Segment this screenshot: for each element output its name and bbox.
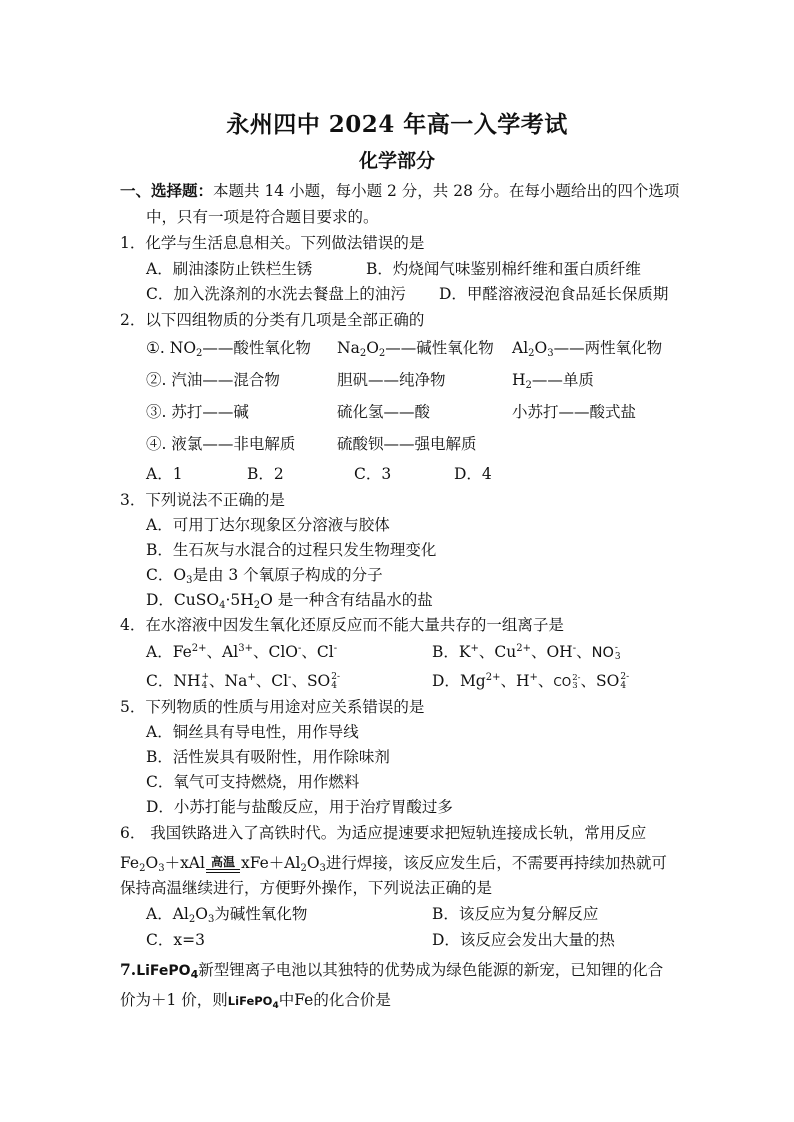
q2-row1-a: ①. $NO_2——$酸性氧化物 (146, 339, 311, 359)
q7-stem-1: 7.LiFePO$_4$新型锂离子电池以其独特的优势成为绿色能源的新宠，已知锂的化合 (120, 960, 664, 981)
q3-option-d: D．$CuSO_4\cdot 5H_2O$ 是一种含有结晶水的盐 (146, 591, 433, 611)
q2-row2-b: 胆矾——纯净物 (337, 371, 446, 389)
q2-row1-b: $Na_2O_2——$碱性氧化物 (337, 339, 494, 359)
q6-option-d: D．该反应会发出大量的热 (432, 931, 615, 949)
q4-stem: 4．在水溶液中因发生氧化还原反应而不能大量共存的一组离子是 (120, 616, 564, 634)
q1-option-c: C．加入洗涤剂的水洗去餐盘上的油污 (146, 285, 406, 303)
q2-row3-c: 小苏打——酸式盐 (512, 403, 637, 421)
q2-option-c: C．3 (354, 465, 392, 483)
q2-row2-a: ②. 汽油——混合物 (146, 371, 280, 389)
q2-option-b: B．2 (247, 465, 284, 483)
q2-row4-b: 硫酸钡——强电解质 (337, 435, 477, 453)
q6-option-c: C．x=3 (146, 931, 205, 949)
q3-option-c: C．$O_3$是由 3 个氧原子构成的分子 (146, 566, 383, 586)
q1-option-d: D．甲醛溶液浸泡食品延长保质期 (439, 285, 669, 303)
q2-stem: 2．以下四组物质的分类有几项是全部正确的 (120, 311, 425, 329)
q6-option-a: A．$Al_2O_3$为碱性氧化物 (146, 905, 308, 925)
q2-row1-c: $Al_2O_3——$两性氧化物 (512, 339, 663, 359)
page-title: 永州四中 2024 年高一入学考试 (226, 111, 568, 138)
q4-option-d: D．$Mg^{2+}$、H+、CO 2- 3 、SO 2- 4 (432, 672, 630, 691)
q2-row2-c: $H_2——$单质 (512, 371, 594, 391)
reaction-condition: 高温 (206, 856, 240, 873)
q5-stem: 5．下列物质的性质与用途对应关系错误的是 (120, 698, 425, 716)
q5-option-d: D．小苏打能与盐酸反应，用于治疗胃酸过多 (146, 798, 453, 816)
q6-option-b: B．该反应为复分解反应 (432, 905, 599, 923)
q4-option-a: A．$Fe^{2+}$、$Al^{3+}$、ClO-、Cl- (146, 643, 338, 661)
q5-option-b: B．活性炭具有吸附性，用作除味剂 (146, 748, 390, 766)
q4-option-c: C．NH + 4 、Na+、Cl-、SO 2- 4 (146, 672, 341, 691)
q1-option-a: A．刷油漆防止铁栏生锈 (146, 260, 313, 278)
q2-row3-b: 硫化氢——酸 (337, 403, 431, 421)
section-desc-1: 本题共 14 小题，每小题 2 分，共 28 分。在每小题给出的四个选项 (213, 182, 680, 200)
q6-stem-1: 6． 我国铁路进入了高铁时代。为适应提速要求把短轨连接成长轨，常用反应 (120, 824, 647, 842)
q7-stem-2: 价为＋1 价，则LiFePO$_4$中Fe的化合价是 (120, 991, 391, 1011)
q5-option-c: C．氧气可支持燃烧，用作燃料 (146, 773, 360, 791)
q3-stem: 3．下列说法不正确的是 (120, 491, 285, 509)
section-instruction (120, 180, 679, 202)
q1-option-b: B．灼烧闻气味鉴别棉纤维和蛋白质纤维 (366, 260, 641, 278)
q6-equation: $Fe_2O_3+xAl$ 高温 $xFe+Al_2O_3$ (120, 854, 326, 874)
section-subtitle: 化学部分 (358, 150, 435, 172)
section-heading: 一、选择题： (120, 181, 214, 200)
q6-stem-2: $Fe_2O_3+xAl$ 高温 $xFe+Al_2O_3$进行焊接，该反应发生后，不需要再持续加热就可 (120, 854, 667, 874)
q6-stem-3: 保持高温继续进行，方便野外操作，下列说法正确的是 (120, 879, 493, 897)
q3-option-b: B．生石灰与水混合的过程只发生物理变化 (146, 541, 437, 559)
q2-option-a: A．1 (146, 465, 183, 483)
q1-stem: 1．化学与生活息息相关。下列做法错误的是 (120, 234, 425, 252)
q2-row4-a: ④. 液氯——非电解质 (146, 435, 296, 453)
section-desc-2: 中，只有一项是符合题目要求的。 (146, 208, 379, 226)
q3-option-a: A．可用丁达尔现象区分溶液与胶体 (146, 516, 390, 534)
q4-option-b: B．K+、$Cu^{2+}$、OH-、NO - 3 (432, 643, 621, 662)
q2-row3-a: ③. 苏打——碱 (146, 403, 249, 421)
q2-option-d: D．4 (454, 465, 492, 483)
q5-option-a: A．铜丝具有导电性，用作导线 (146, 723, 359, 741)
